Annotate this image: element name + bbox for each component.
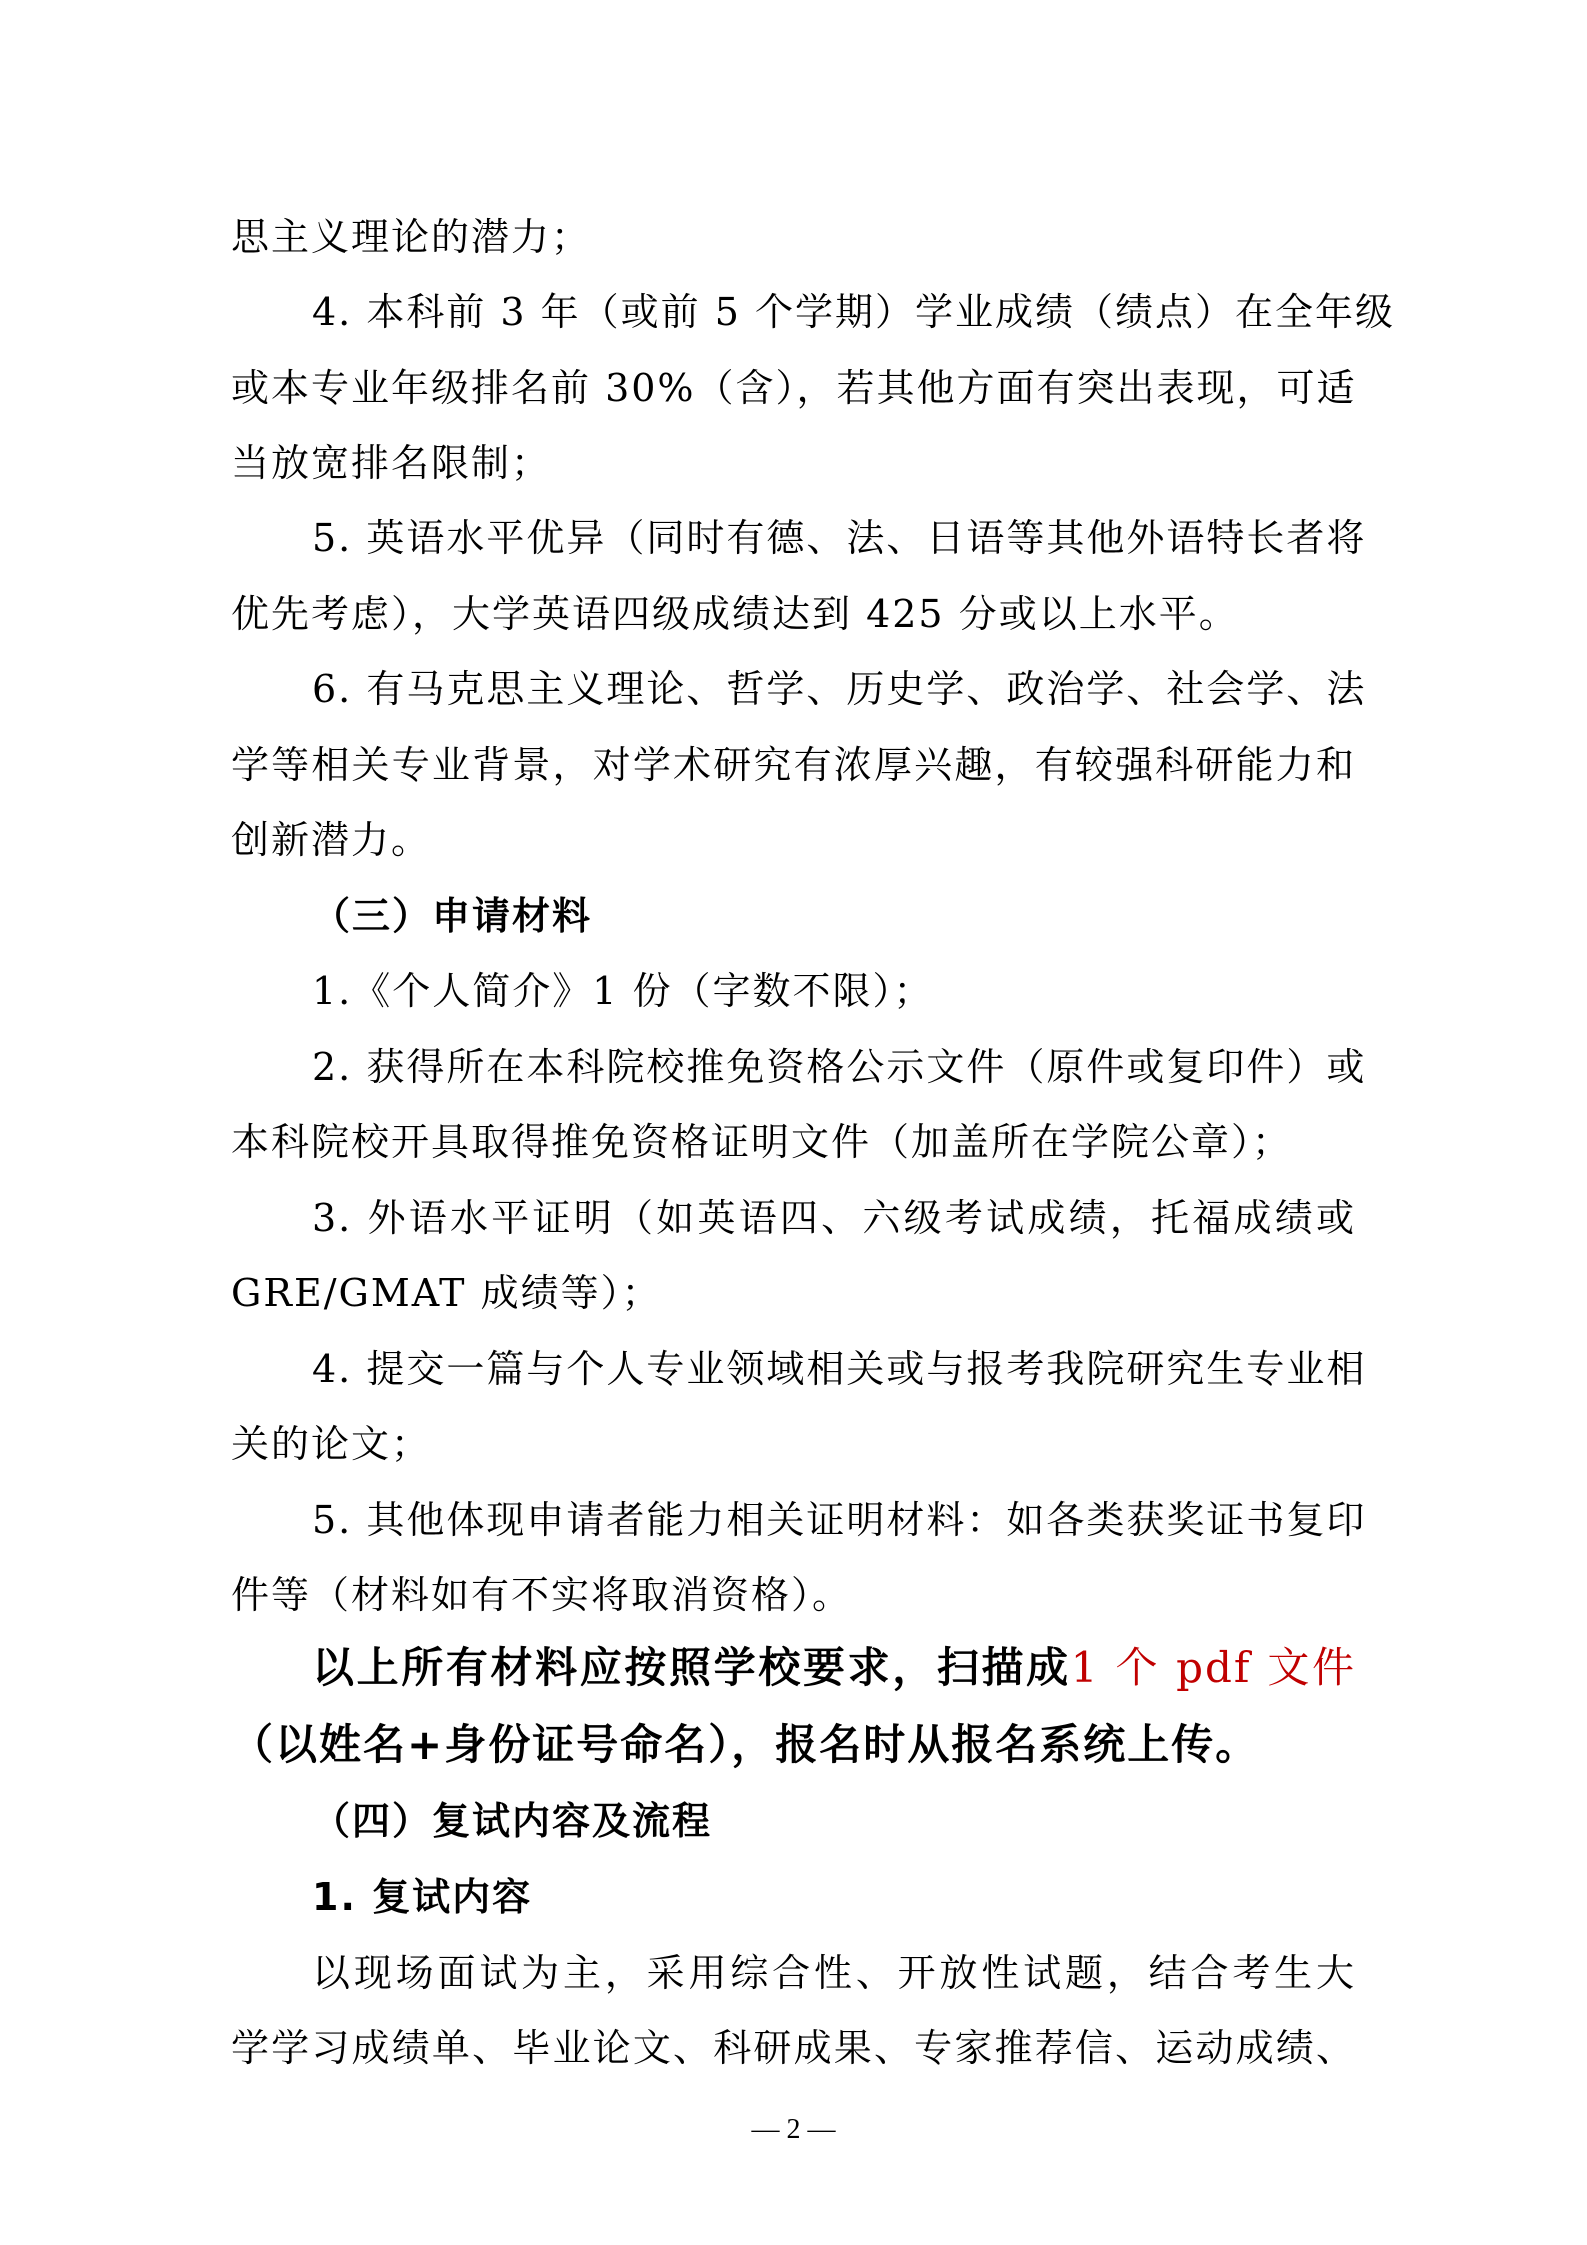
paragraph-line: 优先考虑），大学英语四级成绩达到 425 分或以上水平。 [231, 592, 1239, 636]
page-number: — 2 — [751, 2114, 836, 2145]
paragraph-line: 4. 本科前 3 年（或前 5 个学期）学业成绩（绩点）在全年级 [312, 290, 1396, 334]
emphasis-line [312, 1643, 1356, 1693]
paragraph-line: 4. 提交一篇与个人专业领域相关或与报考我院研究生专业相 [312, 1347, 1367, 1391]
paragraph-line: 学等相关专业背景，对学术研究有浓厚兴趣，有较强科研能力和 [231, 743, 1356, 787]
paragraph-line: 5. 其他体现申请者能力相关证明材料：如各类获奖证书复印 [312, 1498, 1367, 1542]
paragraph-line: 本科院校开具取得推免资格证明文件（加盖所在学院公章）； [231, 1120, 1293, 1164]
paragraph-line: 当放宽排名限制； [231, 441, 552, 485]
paragraph-line: 5. 英语水平优异（同时有德、法、日语等其他外语特长者将 [312, 516, 1367, 560]
subsection-heading: 1. 复试内容 [312, 1875, 533, 1919]
paragraph-line: 思主义理论的潜力； [231, 215, 592, 259]
paragraph-line: 3. 外语水平证明（如英语四、六级考试成绩，托福成绩或 [312, 1196, 1356, 1240]
paragraph-line: 学学习成绩单、毕业论文、科研成果、专家推荐信、运动成绩、 [231, 2026, 1356, 2070]
paragraph-line: 或本专业年级排名前 30%（含），若其他方面有突出表现，可适 [231, 366, 1357, 410]
paragraph-line: 创新潜力。 [231, 818, 432, 862]
section-heading: （三）申请材料 [312, 894, 593, 938]
paragraph-line: 6. 有马克思主义理论、哲学、历史学、政治学、社会学、法 [312, 667, 1367, 711]
highlight-text: 1 个 pdf 文件 [1070, 1643, 1356, 1692]
paragraph-line: 件等（材料如有不实将取消资格）。 [231, 1573, 853, 1617]
paragraph-line: 以现场面试为主，采用综合性、开放性试题，结合考生大 [312, 1951, 1356, 1995]
emphasis-text: 以上所有材料应按照学校要求，扫描成 [312, 1643, 1071, 1692]
emphasis-line: （以姓名+身份证号命名），报名时从报名系统上传。 [231, 1720, 1260, 1769]
paragraph-line: 2. 获得所在本科院校推免资格公示文件（原件或复印件）或 [312, 1045, 1367, 1089]
section-heading: （四）复试内容及流程 [312, 1799, 713, 1843]
paragraph-line: 关的论文； [231, 1422, 432, 1466]
paragraph-line: 1.《个人简介》1 份（字数不限）； [312, 969, 934, 1013]
paragraph-line: GRE/GMAT 成绩等）； [231, 1271, 662, 1315]
